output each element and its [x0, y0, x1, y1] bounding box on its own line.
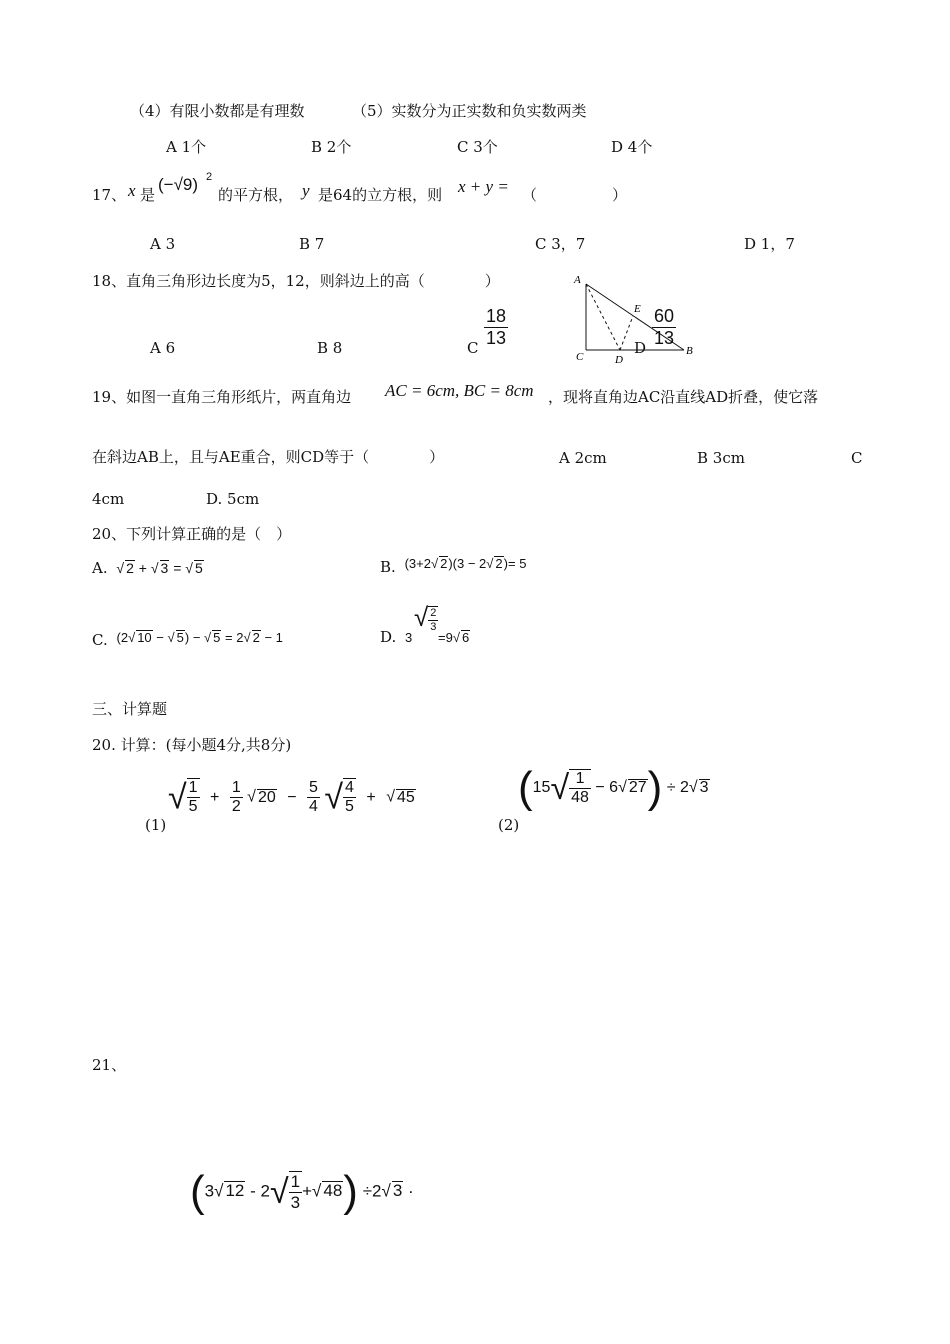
q17-option-d: D 1，7 [744, 235, 795, 253]
q16-option-b: B 2个 [311, 138, 352, 156]
q21-num: 1 [290, 1172, 301, 1192]
q17-option-c: C 3，7 [535, 235, 586, 253]
q20a-b-label: B. [380, 558, 396, 576]
q20a-c-expr1: (2 [116, 630, 129, 645]
q20a-b-expr3: )= 5 [503, 556, 527, 571]
p2-num: 1 [569, 770, 591, 789]
q20b-part1-label: (1) [145, 816, 167, 834]
q21-number: 21、 [92, 1056, 127, 1074]
triangle-figure [570, 270, 700, 370]
q20a-a-eq: = [173, 560, 182, 576]
p1-f3-num: 5 [307, 779, 320, 798]
q20a-d-result: =9√ 6 [438, 630, 470, 645]
p2-rad1: 27 [628, 779, 647, 797]
q17-var-y: y [302, 181, 310, 200]
q20a-c-tail: − 1 [260, 630, 283, 645]
q20a-d-coef: 3 [405, 630, 413, 645]
label-c: C [576, 351, 584, 363]
q17-option-a: A 3 [150, 235, 176, 253]
q18-question: 18、直角三角形边长度为5，12，则斜边上的高（ ） [92, 272, 500, 290]
q17-text-1: 的平方根， [218, 186, 294, 204]
p1-f3-den: 4 [309, 797, 318, 815]
q20a-d-num: 2 [430, 607, 437, 619]
q20a-b-rad2: 2 [495, 556, 503, 571]
q18-option-c-fraction [484, 306, 508, 348]
q20a-c-label: C. [92, 631, 108, 649]
q21-plus: + [302, 1181, 313, 1201]
p2-rad2: 3 [699, 779, 709, 797]
q17-sum: x + y = [458, 177, 509, 196]
p1-minus: − [287, 788, 297, 806]
q20a-c-rad2: 5 [176, 630, 184, 645]
q20a-question: 20、下列计算正确的是（ ） [92, 525, 292, 543]
p1-plus1: + [210, 788, 220, 806]
label-d: D [615, 354, 623, 366]
p1-plus2: + [366, 788, 376, 806]
p1-rad2: 45 [396, 788, 415, 806]
p1-f2-den: 2 [231, 797, 241, 815]
p1-rad1: 20 [257, 788, 276, 806]
p2-div: ÷ 2 [666, 779, 689, 797]
label-e: E [634, 303, 641, 315]
q20a-a-plus: + [138, 560, 147, 576]
p1-f4-num: 4 [343, 779, 356, 798]
p2-minus: − 6 [590, 779, 619, 797]
q19-option-b: B 3cm [697, 449, 745, 467]
q19-option-a: A 2cm [559, 449, 607, 467]
q17-blank: （ ） [522, 186, 628, 204]
q20a-d-label: D. [380, 628, 397, 646]
q20a-c-minus: − [152, 630, 168, 645]
q20a-c-rad4: 2 [252, 630, 260, 645]
q18-option-d-label: D [634, 339, 647, 357]
q20a-a-rad1: 2 [126, 560, 134, 576]
q19-formula: AC = 6cm, BC = 8cm [385, 381, 534, 400]
q19-option-d: D. 5cm [206, 490, 260, 508]
p1-f4-den: 5 [345, 798, 354, 816]
q20a-d-eq: =9 [438, 630, 453, 645]
p1-f2-num: 1 [230, 779, 243, 798]
q21-dot: · [408, 1181, 414, 1201]
q19-option-c-value: 4cm [92, 490, 125, 508]
q16-option-c: C 3个 [457, 138, 498, 156]
q21-coef: 3 [204, 1181, 215, 1201]
q21-rad2: 48 [323, 1181, 343, 1201]
q16-option-a: A 1个 [166, 138, 207, 156]
q19-line-2: 在斜边AB上，且与AE重合，则CD等于（ ） [92, 448, 445, 466]
q16-statement-4: （4）有限小数都是有理数 [130, 102, 305, 120]
q18-c-denominator: 13 [486, 327, 507, 348]
q20b-part2-label: (2) [498, 816, 520, 834]
q18-c-numerator: 18 [486, 306, 507, 326]
label-a: A [574, 274, 581, 286]
q18-option-a: A 6 [150, 339, 176, 357]
q18-option-c-label: C [467, 339, 479, 357]
q17-number: 17、 [92, 186, 127, 204]
q20a-option-b: B. (3+2√ 2)(3 − 2√ 2)= 5 [380, 556, 527, 576]
p2-den: 48 [571, 789, 589, 806]
q21-expression: (3√ 12 - 2√ $\frac{1}{3}$ +√ 48) ÷2√ 3 · [190, 1167, 414, 1216]
q20a-b-expr1: (3+2 [404, 556, 431, 571]
q17-option-b: B 7 [299, 235, 325, 253]
p2-coef: 15 [532, 779, 551, 797]
q18-option-b: B 8 [317, 339, 343, 357]
p1-f1-den: 5 [188, 798, 198, 816]
q20a-a-rad3: 5 [194, 560, 203, 576]
q17-var-x: x [128, 181, 136, 200]
q17-is: 是 [140, 186, 156, 204]
q20b-question: 20. 计算：(每小题4分,共8分) [92, 736, 292, 754]
q20a-c-expr2: ) − [184, 630, 205, 645]
q17-expression: (−√9) [158, 175, 199, 194]
q20a-d-rad: 6 [461, 630, 470, 645]
q19-option-c: C [851, 449, 863, 467]
q20a-option-c: C. (2√ 10 − √ 5) − √ 5 = 2√ 2 − 1 [92, 630, 283, 649]
q20b-part1-expression: √ $\frac{1}{5}$ + $\frac{1}{2}$ √ 20 − $\frac{5}{4}$ √ $\frac{4}{5}$ + √ 45 [168, 778, 415, 817]
q20a-b-rad1: 2 [440, 556, 448, 571]
fold-line-ad [586, 284, 620, 350]
q21-rad1: 12 [225, 1181, 245, 1201]
q20a-option-d [380, 630, 412, 645]
q20b-part2-expression: (15√ $\frac{1}{48}$ − 6√ 27) ÷ 2√ 3 [518, 763, 709, 812]
q21-minus: - 2 [245, 1181, 270, 1201]
q20a-c-rad1: 10 [137, 630, 152, 645]
q20a-c-eq: = 2 [221, 630, 244, 645]
q20a-a-rad2: 3 [160, 560, 169, 576]
q20a-d-den: 3 [430, 620, 437, 633]
q21-rad3: 3 [392, 1181, 403, 1201]
fold-line-de [620, 316, 633, 350]
q19-text-1: 19、如图一直角三角形纸片，两直角边 [92, 388, 352, 406]
q20a-c-rad3: 5 [213, 630, 221, 645]
triangle-side-ab [586, 284, 684, 350]
q20a-option-a: A. √ 2 + √ 3 = √ 5 [92, 559, 203, 577]
q17-exponent: 2 [206, 171, 213, 183]
q21-den: 3 [290, 1193, 301, 1212]
q19-text-2: ，现将直角边AC沿直线AD折叠，使它落 [548, 388, 819, 406]
q18-d-numerator: 60 [654, 306, 675, 326]
p1-f1-num: 1 [187, 779, 200, 798]
q20a-d-radical: √ $\frac{2}{3}$ [414, 602, 437, 633]
q17-text-2: 是64的立方根，则 [318, 186, 443, 204]
q18-d-denominator: 13 [654, 327, 675, 348]
q16-statement-5: （5）实数分为正实数和负实数两类 [352, 102, 587, 120]
section-3-title: 三、计算题 [92, 700, 168, 718]
q20a-b-expr2: )(3 − 2 [448, 556, 487, 571]
q21-div: ÷2 [362, 1181, 382, 1201]
label-b: B [686, 345, 693, 357]
q16-option-d: D 4个 [611, 138, 653, 156]
q20a-a-label: A. [92, 559, 108, 577]
